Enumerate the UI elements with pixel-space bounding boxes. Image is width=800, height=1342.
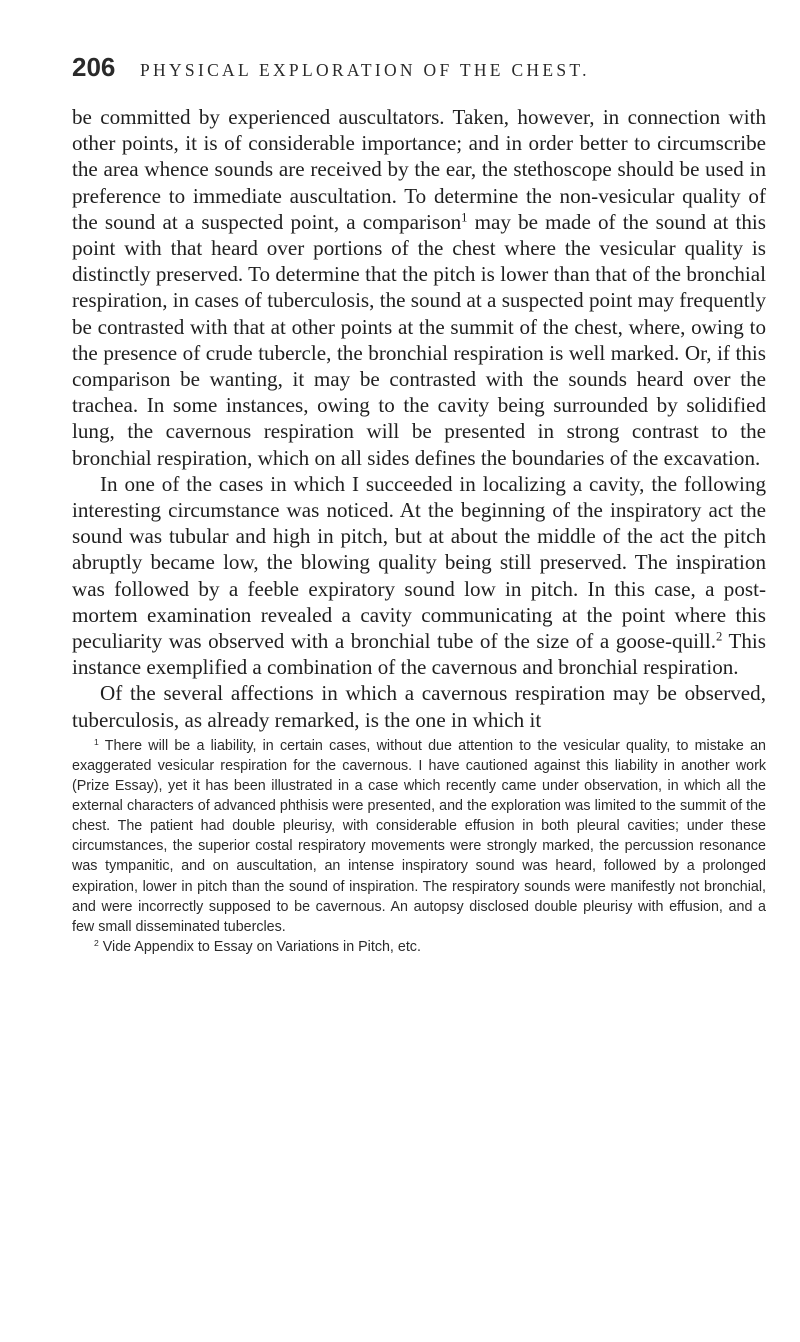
- paragraph-1-text-b: may be made of the sound at this point with that heard over portions of the chest where the vesicular quality is distinctly preserved. To determine that the pitch is lower than that of the bronchial respiration, in cases of tuberculosis, the sound at a suspected point may frequently be contrasted with that at other points at the summit of the chest, where, owing to the presence of crude tubercle, the bronchial respiration is well marked. Or, if this comparison be wanting, it may be contrasted with the sounds heard over the trachea. In some instances, owing to the cavity being surrounded by solidified lung, the cavernous respiration will be presented in strong contrast to the bronchial respiration, which on all sides defines the boundaries of the excavation.: [72, 209, 766, 470]
- paragraph-3: Of the several affections in which a cavernous respiration may be observed, tuberculosis, as already remarked, is the one in which it: [72, 681, 766, 732]
- footnote-ref-2: 2: [715, 629, 723, 644]
- footnote-1-marker: 1: [94, 736, 99, 747]
- footnote-2-marker: 2: [94, 937, 99, 948]
- running-title: PHYSICAL EXPLORATION OF THE CHEST.: [140, 60, 590, 80]
- footnotes: [72, 736, 766, 957]
- paragraph-2-text-a: In one of the cases in which I succeeded in localizing a cavity, the following interesting circumstance was noticed. At the beginning of the inspiratory act the sound was tubular and high in pitch, but at about the middle of the act the pitch abruptly became low, the blowing quality being still preserved. The inspiration was followed by a feeble expiratory sound low in pitch. In this case, a post-mortem examination revealed a cavity communicating at the point where this peculiarity was observed with a bronchial tube of the size of a goose-quill.: [72, 471, 766, 654]
- footnote-2: [72, 937, 766, 957]
- page-header: [72, 52, 766, 94]
- paragraph-2: [72, 471, 766, 681]
- page-number: 206: [72, 52, 116, 82]
- paragraph-1-text-a: be committed by experienced auscultators. Taken, however, in connection with other points, it is of considerable importance; and in order better to circumscribe the area whence sounds are received by the ear, the stethoscope should be used in preference to immediate auscultation. To determine the non-vesicular quality of the sound at a suspected point, a comparison: [72, 105, 766, 234]
- footnote-ref-1: 1: [461, 210, 468, 225]
- footnote-2-text: Vide Appendix to Essay on Variations in Pitch, etc.: [98, 938, 421, 955]
- paragraph-1: [72, 104, 766, 471]
- paragraph-2-text-b: This instance exemplified a combination of the cavernous and bronchial respiration.: [72, 629, 766, 680]
- body-text: [72, 104, 766, 733]
- footnote-1: [72, 736, 766, 937]
- footnote-1-text: There will be a liability, in certain cases, without due attention to the vesicular quality, to mistake an exaggerated vesicular respiration for the cavernous. I have cautioned against this liability in another work (Prize Essay), yet it has been illustrated in a case which recently came under observation, in which all the external characters of advanced phthisis were presented, and the exploration was limited to the summit of the chest. The patient had double pleurisy, with considerable effusion in both pleural cavities; under these circumstances, the superior costal respiratory movements were strongly marked, the percussion resonance was tympanitic, and on auscultation, an intense inspiratory sound was heard, followed by a prolonged expiration, lower in pitch than the sound of inspiration. The respiratory sounds were manifestly not bronchial, and were incorrectly supposed to be cavernous. An autopsy disclosed double pleurisy with effusion, and a few small disseminated tubercles.: [72, 737, 766, 935]
- book-page: [72, 52, 766, 957]
